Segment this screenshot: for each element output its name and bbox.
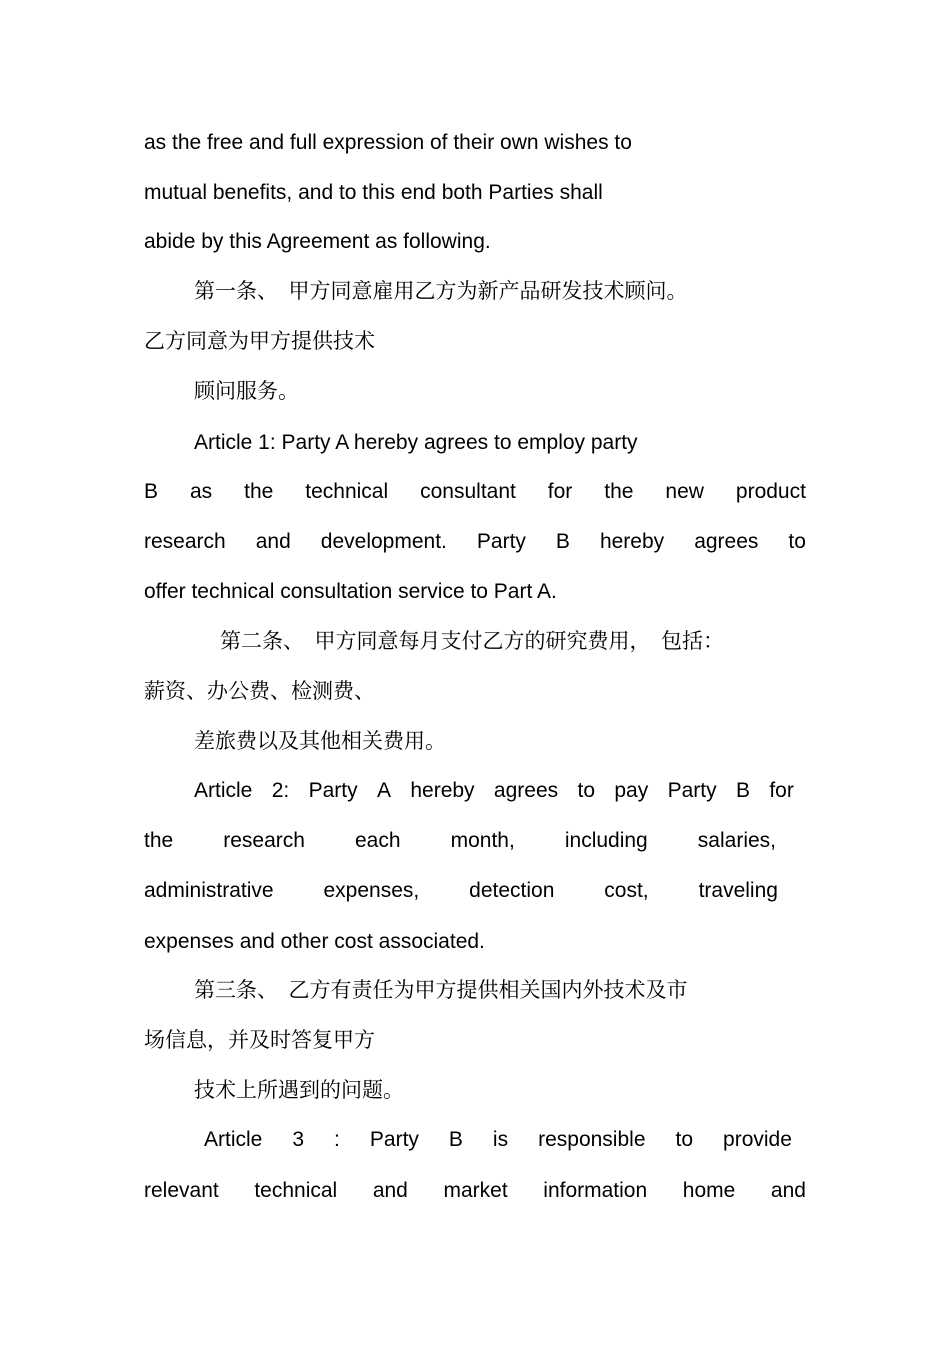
word: A <box>376 779 391 802</box>
word: consultant <box>420 480 516 503</box>
word: agrees <box>493 779 559 802</box>
text-line: 薪资、办公费、检测费、 <box>144 679 375 703</box>
word: and <box>770 1179 806 1202</box>
word: technical <box>254 1179 338 1202</box>
word: B <box>448 1128 463 1151</box>
word: and <box>372 1179 408 1202</box>
justified-text-line <box>144 1176 806 1206</box>
word: home <box>682 1179 736 1202</box>
word: product <box>735 480 806 503</box>
word: : <box>334 1128 340 1151</box>
article-2-english-heading <box>194 776 794 806</box>
word: provide <box>723 1128 792 1151</box>
word: pay <box>614 779 649 802</box>
word: 3 <box>292 1128 305 1151</box>
justified-text-line <box>144 826 776 856</box>
word: hereby <box>599 530 665 553</box>
word: to <box>577 779 596 802</box>
word: cost, <box>604 879 649 902</box>
word: Party <box>308 779 358 802</box>
text-line: offer technical consultation service to Part A. <box>144 580 557 603</box>
word: traveling <box>698 879 778 902</box>
text-line: expenses and other cost associated. <box>144 930 485 953</box>
text-line: 场信息，并及时答复甲方 <box>144 1028 375 1052</box>
justified-text-line <box>144 477 806 507</box>
word: market <box>443 1179 508 1202</box>
article-3-chinese-heading: 第三条、 乙方有责任为甲方提供相关国内外技术及市 <box>194 978 688 1002</box>
word: hereby <box>410 779 475 802</box>
word: new <box>665 480 704 503</box>
word: responsible <box>538 1128 646 1151</box>
word: B <box>144 480 159 503</box>
word: to <box>788 530 806 553</box>
word: including <box>564 829 648 852</box>
word: month, <box>450 829 515 852</box>
word: development. <box>320 530 447 553</box>
word: to <box>675 1128 694 1151</box>
text-line: abide by this Agreement as following. <box>144 230 491 253</box>
word: research <box>223 829 305 852</box>
word: Party <box>667 779 717 802</box>
word: agrees <box>694 530 759 553</box>
article-1-english-heading: Article 1: Party A hereby agrees to employ party <box>194 431 638 454</box>
word: 2: <box>271 779 290 802</box>
word: information <box>543 1179 648 1202</box>
text-line: as the free and full expression of their own wishes to <box>144 131 632 154</box>
article-2-chinese-heading: 第二条、 甲方同意每月支付乙方的研究费用， 包括： <box>220 629 724 653</box>
justified-text-line <box>144 876 778 906</box>
article-3-english-heading <box>204 1125 792 1155</box>
word: B <box>735 779 750 802</box>
text-line: 技术上所遇到的问题。 <box>194 1078 404 1102</box>
article-1-chinese-heading: 第一条、 甲方同意雇用乙方为新产品研发技术顾问。 <box>194 279 688 303</box>
word: for <box>769 779 794 802</box>
text-line: 顾问服务。 <box>194 379 299 403</box>
word: as <box>189 480 213 503</box>
text-line: 差旅费以及其他相关费用。 <box>194 729 446 753</box>
word: Article <box>204 1128 263 1151</box>
word: B <box>555 530 570 553</box>
word: Party <box>476 530 526 553</box>
word: salaries, <box>697 829 776 852</box>
word: each <box>355 829 401 852</box>
justified-text-line <box>144 527 806 557</box>
word: expenses, <box>323 879 420 902</box>
word: the <box>244 480 274 503</box>
word: and <box>255 530 291 553</box>
word: is <box>492 1128 509 1151</box>
word: Party <box>369 1128 419 1151</box>
text-line: 乙方同意为甲方提供技术 <box>144 329 375 353</box>
word: the <box>604 480 634 503</box>
word: detection <box>469 879 555 902</box>
word: administrative <box>144 879 274 902</box>
text-line: mutual benefits, and to this end both Parties shall <box>144 181 603 204</box>
word: technical <box>305 480 389 503</box>
word: Article <box>194 779 253 802</box>
word: relevant <box>144 1179 219 1202</box>
word: for <box>547 480 573 503</box>
word: the <box>144 829 174 852</box>
word: research <box>144 530 226 553</box>
